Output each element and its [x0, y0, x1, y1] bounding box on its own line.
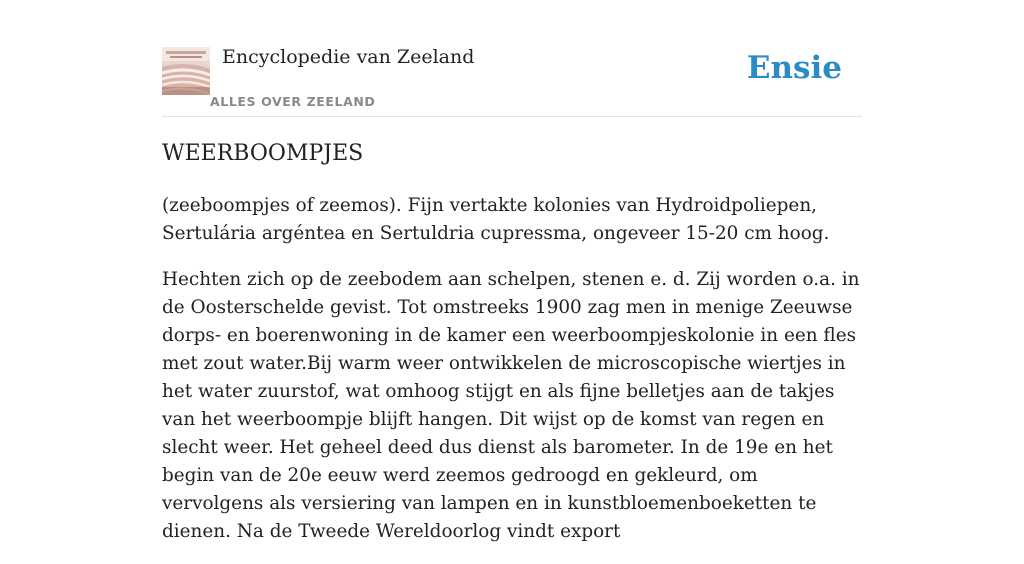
entry-title: WEERBOOMPJES: [162, 141, 364, 166]
site-tagline: ALLES OVER ZEELAND: [210, 94, 376, 109]
entry-paragraph-1: (zeeboompjes of zeemos). Fijn vertakte kolonies van Hydroidpoliepen, Sertulária argéntea en Sertuldria cupressma, ongeveer 15-20 cm hoog.: [162, 195, 830, 244]
book-pages-icon: [162, 47, 210, 95]
site-header: [162, 0, 862, 117]
page: [162, 0, 862, 542]
site-avatar[interactable]: [162, 47, 210, 95]
entry-body: [162, 192, 862, 564]
site-title-link[interactable]: Encyclopedie van Zeeland: [222, 46, 475, 68]
ensie-brand-logo[interactable]: Ensie: [746, 50, 842, 86]
entry-paragraph-2: Hechten zich op de zeebodem aan schelpen, stenen e. d. Zij worden o.a. in de Oosterschelde gevist. Tot omstreeks 1900 zag men in menige Zeeuwse dorps- en boerenwoning in de kamer een weerboompjeskolonie in een fles met zout water.Bij warm weer ontwikkelen de microscopische wiertjes in het water zuurstof, wat omhoog stijgt en als fijne belletjes aan de takjes van het weerboompje blijft hangen. Dit wijst op de komst van regen en slecht weer. Het geheel deed dus dienst als barometer. In de 19e en het begin van de 20e eeuw werd zeemos gedroogd en gekleurd, om vervolgens als versiering van lampen en in kunstbloemenboeketten te dienen. Na de Tweede Wereldoorlog vindt export: [162, 269, 860, 542]
